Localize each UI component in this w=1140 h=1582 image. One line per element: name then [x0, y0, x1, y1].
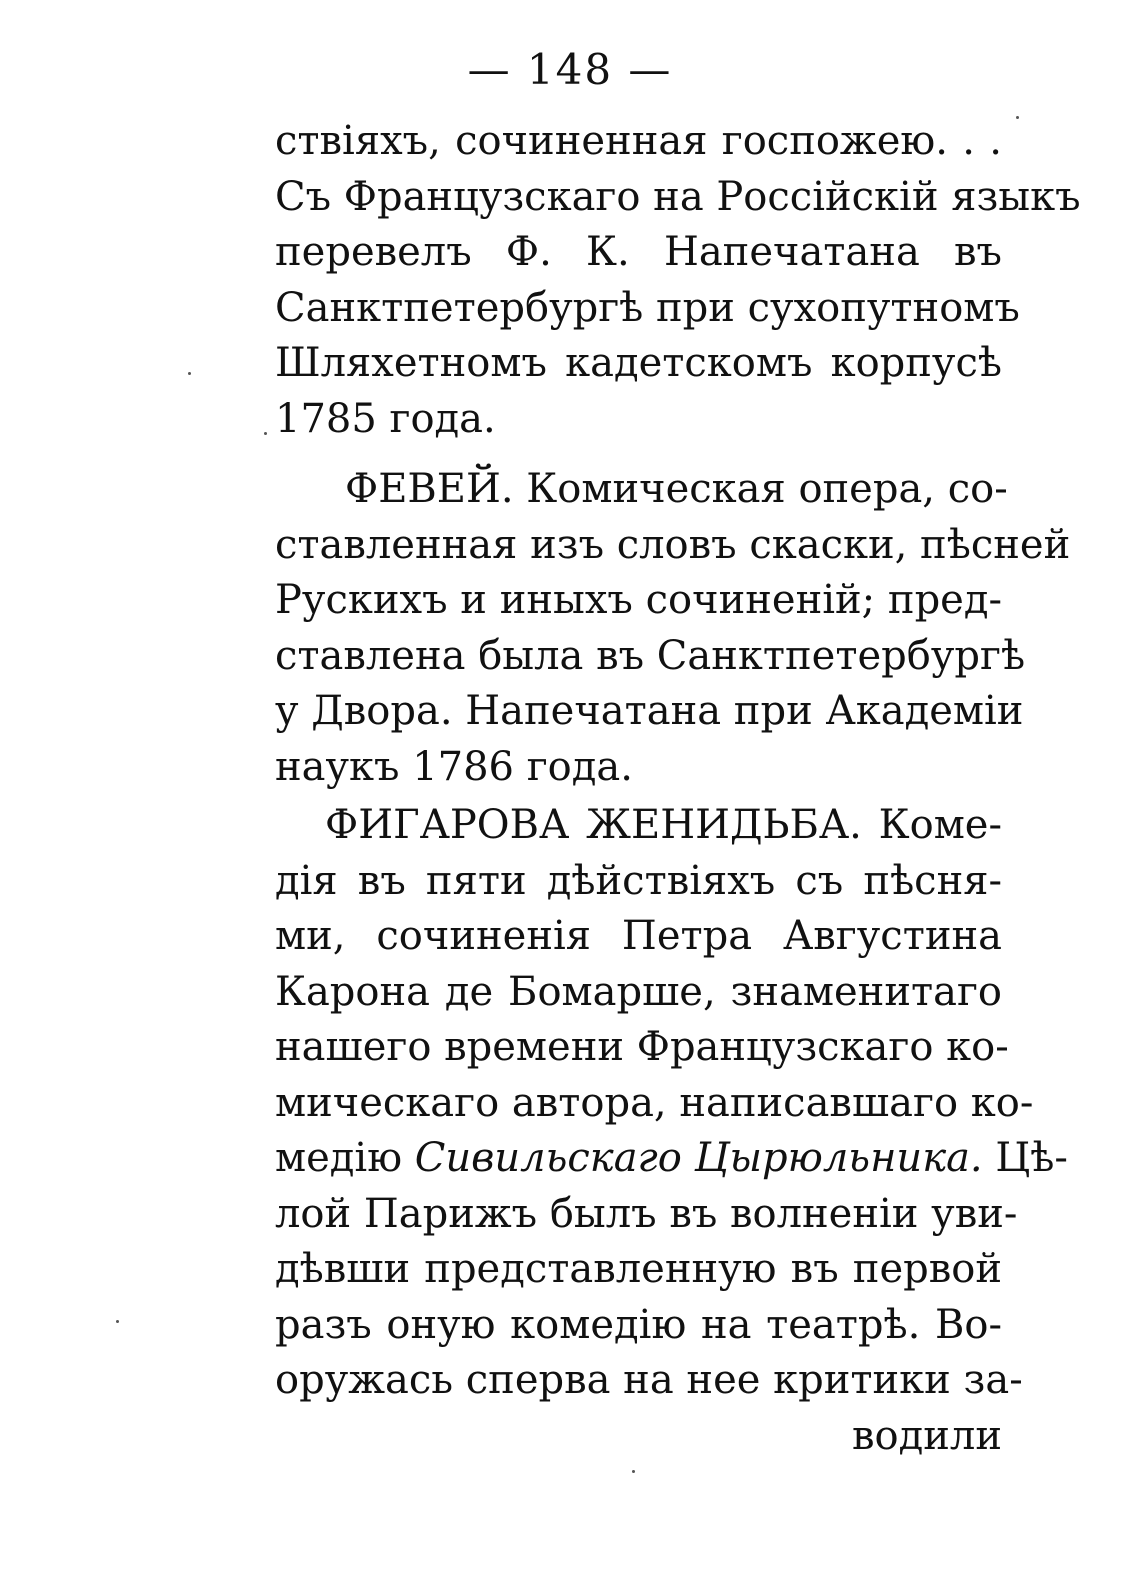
- text-line: 1785 года.: [275, 395, 496, 442]
- text-line: наукъ 1786 года.: [275, 743, 633, 790]
- text-line: лой Парижъ былъ въ волненіи уви-: [275, 1190, 1018, 1237]
- scan-speck: [1016, 116, 1019, 119]
- text-line: ми, сочиненія Петра Августина: [275, 913, 1002, 959]
- text-line: у Двора. Напечатана при Академіи: [275, 688, 1024, 734]
- scan-speck: [632, 1470, 635, 1473]
- scan-speck: [188, 372, 191, 375]
- entry-fevei: [275, 462, 1071, 795]
- text-line: дія въ пяти дѣйствіяхъ съ пѣсня-: [275, 857, 1002, 904]
- text-line: мическаго автора, написавшаго ко-: [275, 1079, 1034, 1126]
- text-line: оружась сперва на нее критики за-: [275, 1357, 1023, 1403]
- text-line: разъ оную комедію на театрѣ. Во-: [275, 1301, 1002, 1348]
- scan-speck: [264, 432, 267, 435]
- text-line: [275, 1131, 1068, 1187]
- text-line: ФЕВЕЙ. Комическая опера, со-: [345, 466, 1008, 512]
- entry-figarova-zhenidba: [275, 798, 1068, 1464]
- text-line: нашего времени Французскаго ко-: [275, 1024, 1009, 1070]
- text-line: дѣвши представленную въ первой: [275, 1246, 1002, 1292]
- text-line: Карона де Бомарше, знаменитаго: [275, 968, 1002, 1015]
- page-number: — 148 —: [467, 45, 673, 94]
- text-line: Съ Французскаго на Россійскій языкъ: [275, 173, 1081, 220]
- text-line: ствіяхъ, сочиненная госпожею. . .: [275, 118, 1002, 164]
- paragraph-continuation: [275, 114, 1081, 447]
- text-line: Шляхетномъ кадетскомъ корпусѣ: [275, 340, 1002, 386]
- text-line: перевелъ Ф. К. Напечатана въ: [275, 229, 1002, 275]
- text-line: Рускихъ и иныхъ сочиненій; пред-: [275, 577, 1002, 623]
- italic-title: Сивильскаго Цырюльника.: [414, 1135, 983, 1181]
- catchword: водили: [852, 1412, 1002, 1459]
- text-line: Санктпетербургѣ при сухопутномъ: [275, 284, 1020, 331]
- scan-speck: [116, 1320, 119, 1323]
- text-line: ставленная изъ словъ скаски, пѣсней: [275, 521, 1071, 568]
- text-line: ФИГАРОВА ЖЕНИДЬБА. Коме-: [325, 802, 1002, 848]
- text-segment: медію: [275, 1135, 403, 1181]
- text-line: ставлена была въ Санктпетербургѣ: [275, 632, 1026, 679]
- text-segment: Цѣ-: [995, 1135, 1068, 1181]
